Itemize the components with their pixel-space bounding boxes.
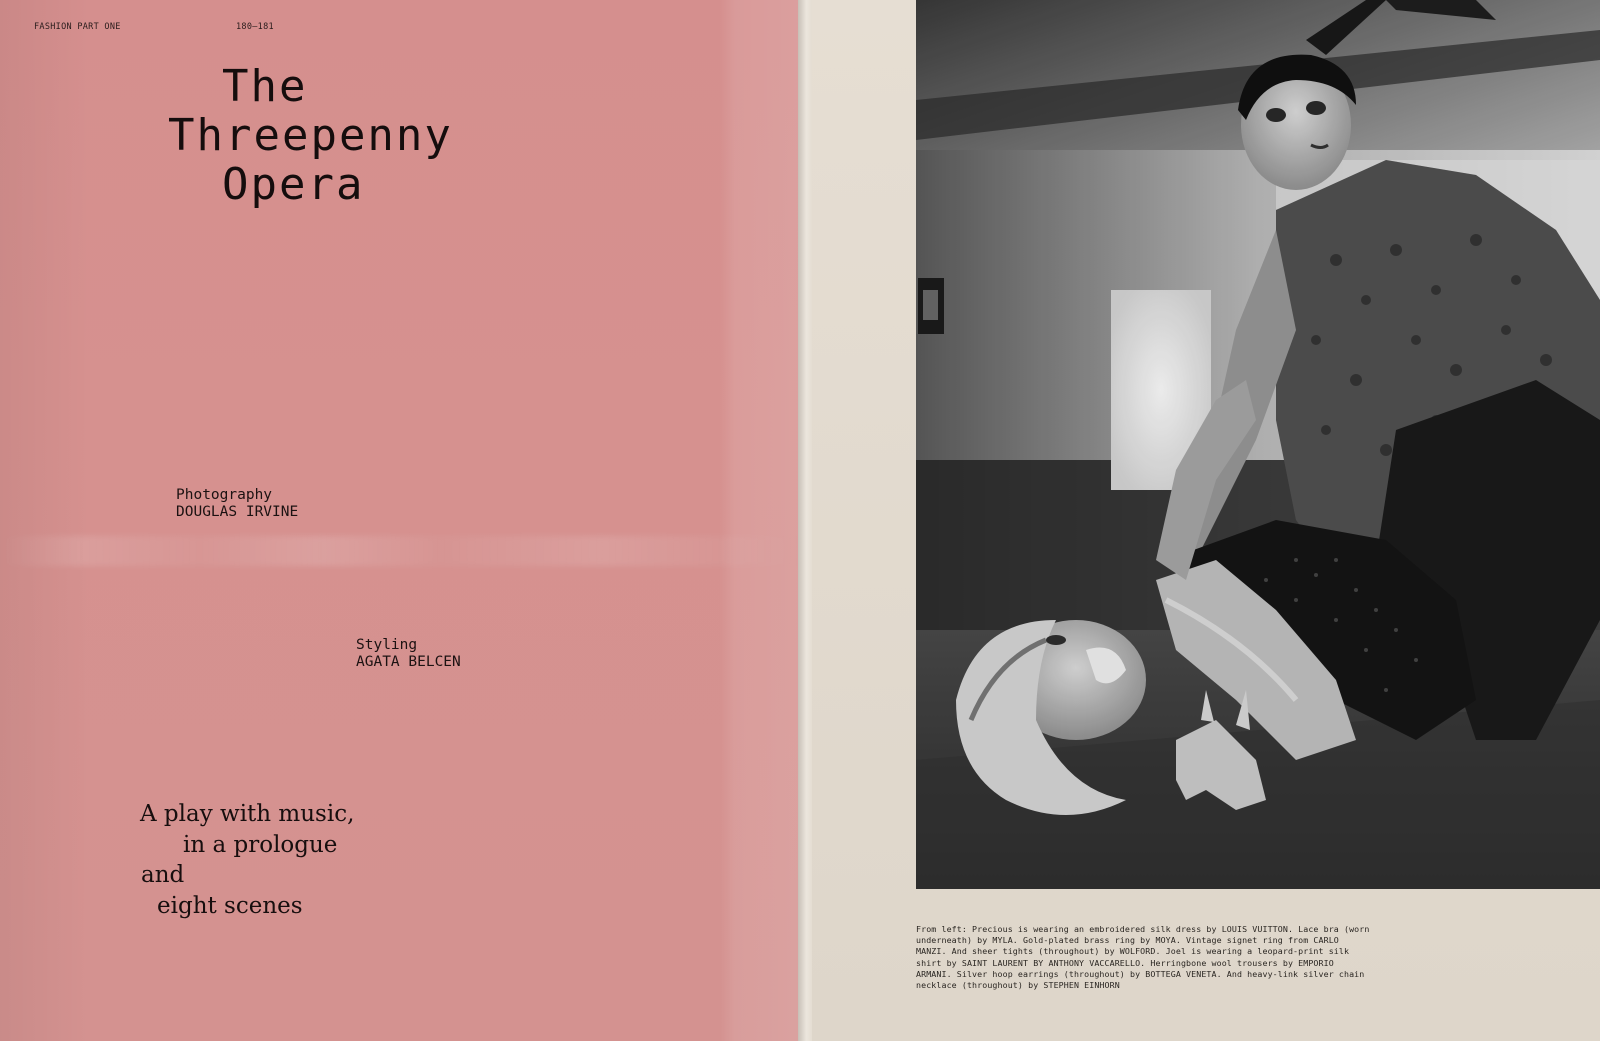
credit-name: DOUGLAS IRVINE	[176, 504, 299, 520]
styling-credit	[356, 637, 461, 671]
credit-name: AGATA BELCEN	[356, 654, 461, 670]
photograph-image	[916, 0, 1600, 889]
title-line: Opera	[222, 159, 365, 210]
tagline-line: eight scenes	[157, 892, 303, 919]
credit-role: Styling	[356, 637, 418, 653]
paper-streak	[0, 536, 800, 566]
title-line: The	[222, 61, 308, 112]
tagline	[0, 799, 520, 921]
photo-caption: From left: Precious is wearing an embroidered silk dress by LOUIS VUITTON. Lace bra (worn underneath) by MYLA. Gold-plated brass ring by MOYA. Vintage signet ring from CARLO MANZI. And sheer tights (throughout) by WOLFORD. Joel is wearing a leopard-print silk shirt by SAINT LAURENT BY ANTHONY VACCARELLO. Herringbone wool trousers by EMPORIO ARMANI. Silver hoop earrings (throughout) by BOTTEGA VENETA. And heavy-link silver chain necklace (throughout) by STEPHEN EINHORN	[916, 924, 1370, 991]
title-line: Threepenny	[168, 110, 453, 161]
tagline-line: and	[141, 862, 185, 888]
section-label: FASHION PART ONE	[34, 22, 121, 32]
fashion-photograph	[916, 0, 1600, 889]
spine-gutter	[798, 0, 812, 1041]
page-numbers: 180—181	[236, 22, 274, 32]
article-title	[0, 62, 800, 209]
credit-role: Photography	[176, 487, 273, 503]
tagline-line: A play with music,	[140, 801, 355, 827]
photography-credit	[176, 487, 298, 521]
tagline-line: in a prologue	[183, 831, 338, 858]
